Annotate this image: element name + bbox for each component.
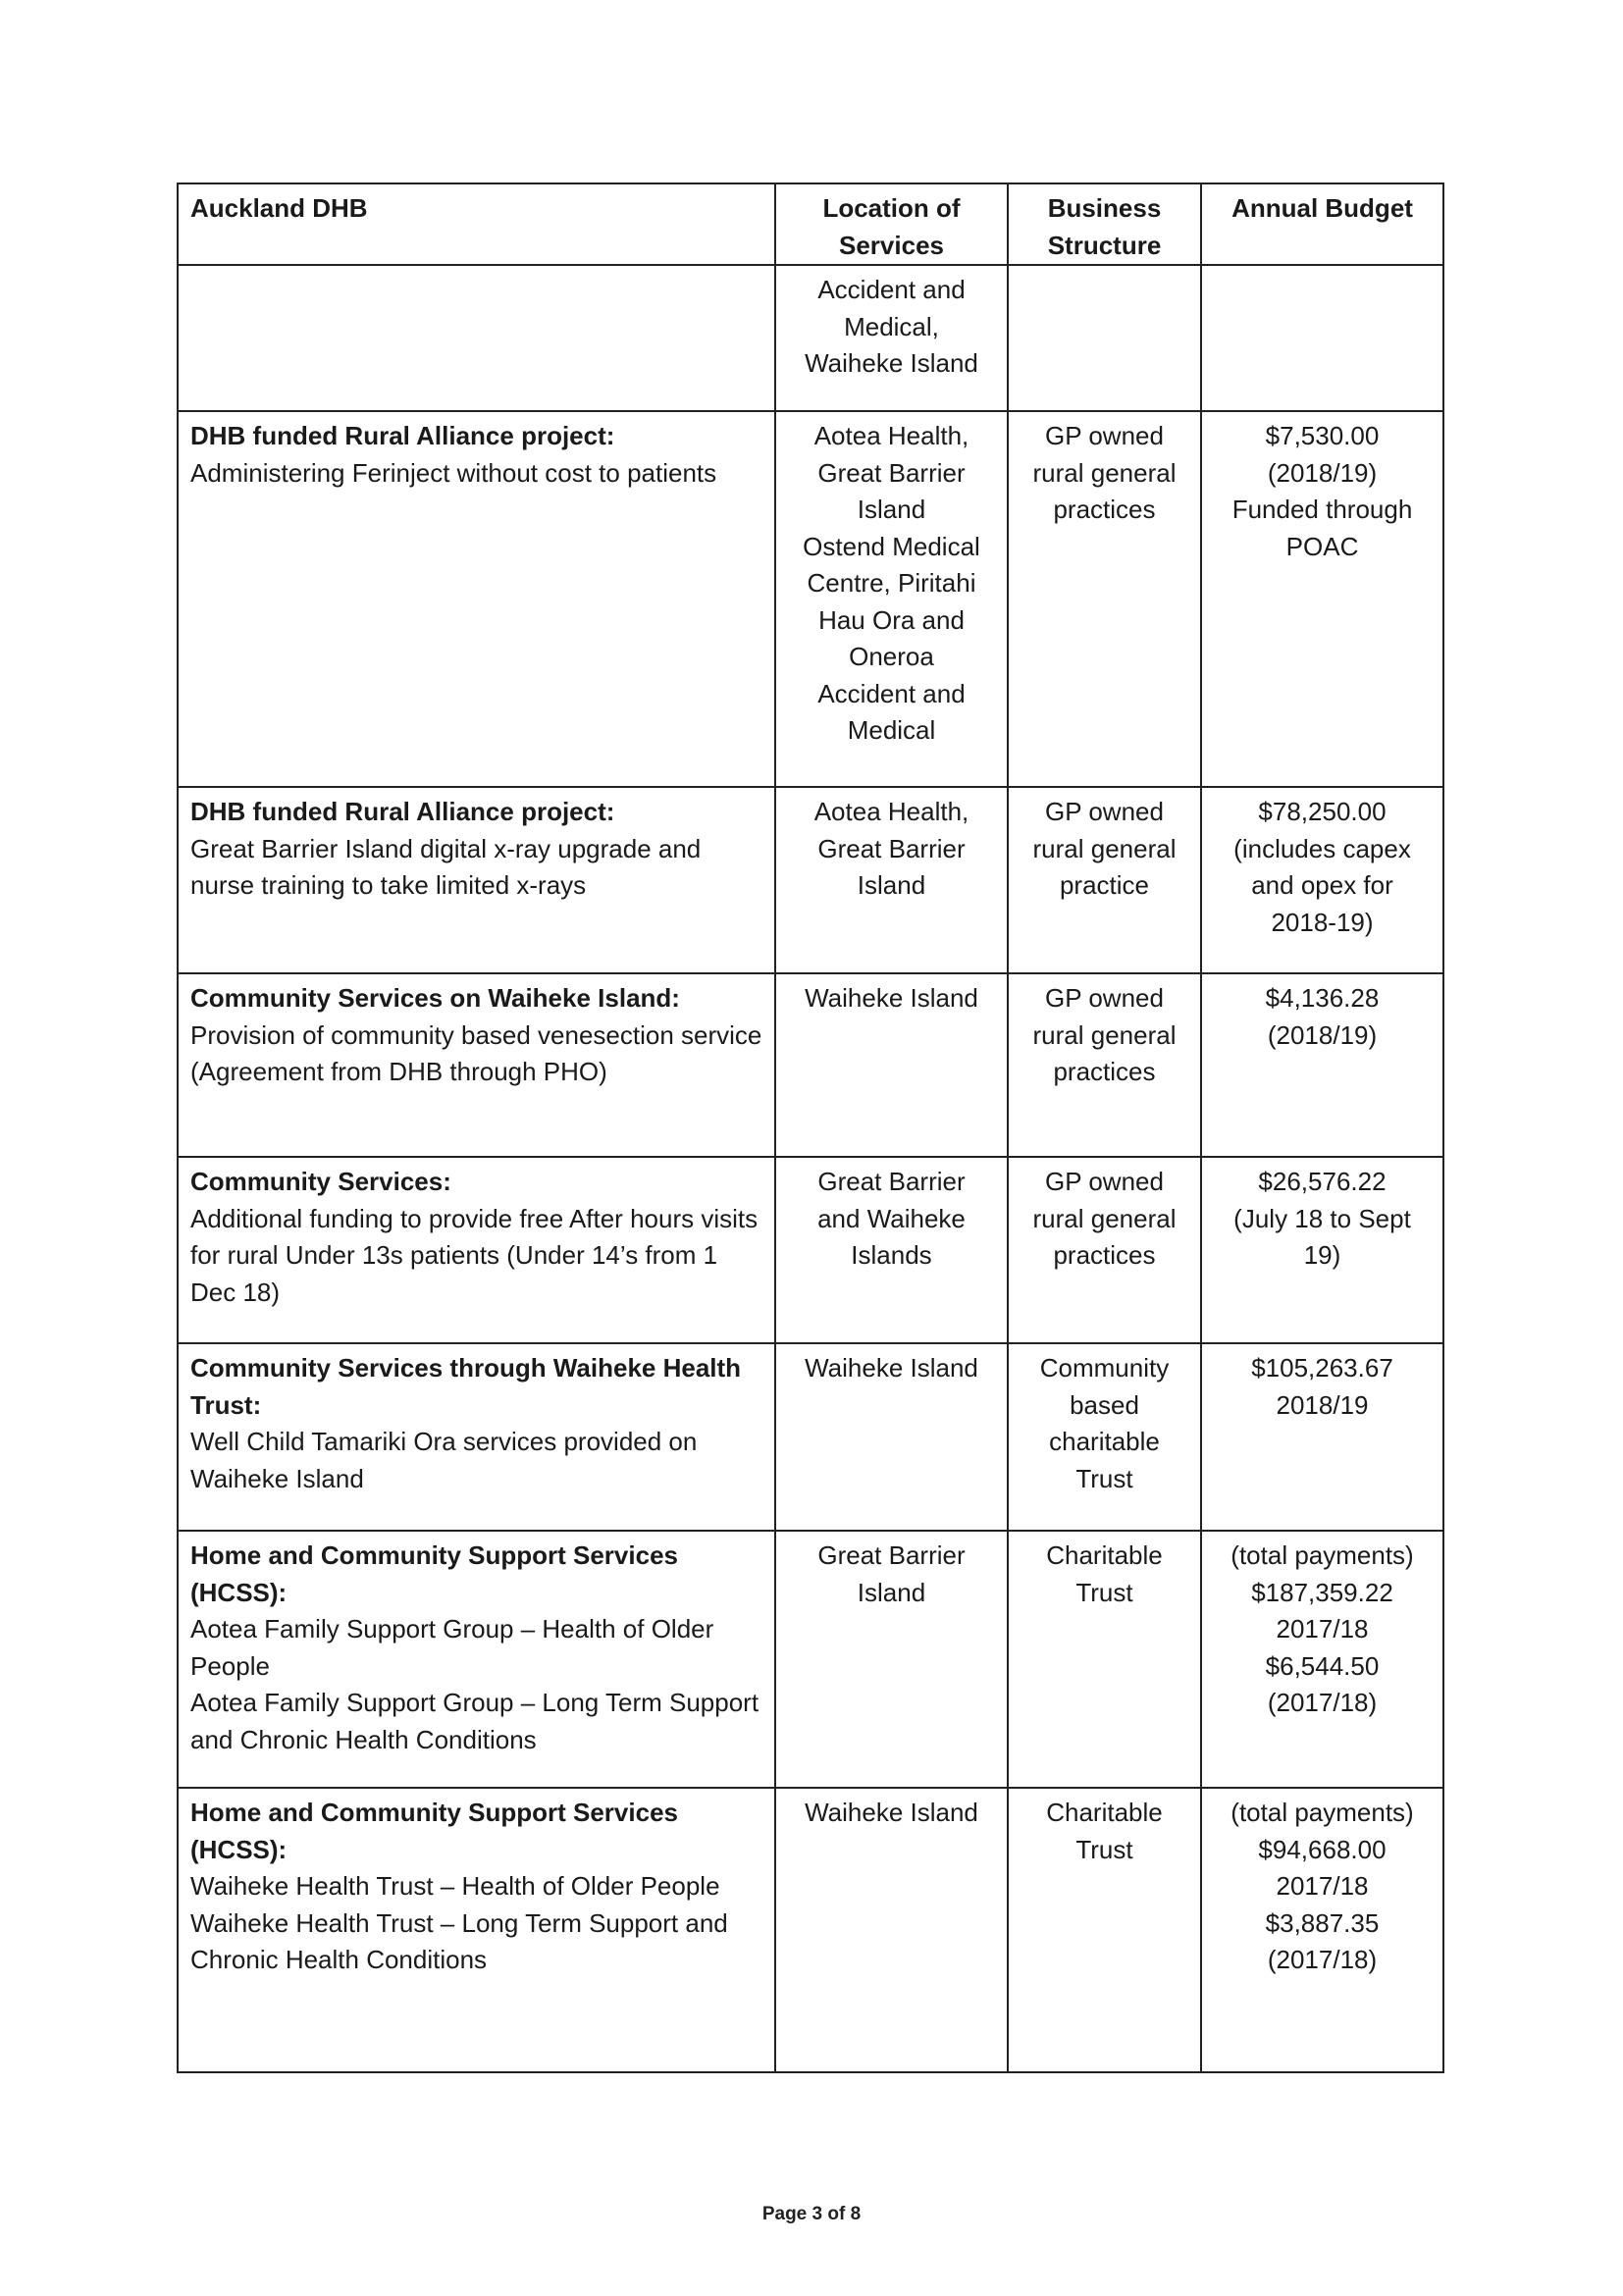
location-cell — [775, 265, 1008, 411]
service-title: Community Services on Waiheke Island: — [190, 983, 680, 1013]
structure-cell — [1008, 973, 1201, 1157]
location-cell — [775, 1157, 1008, 1343]
location-line: Accident and — [817, 275, 966, 304]
budget-line: 2017/18 — [1276, 1871, 1369, 1901]
structure-line: GP owned — [1045, 797, 1164, 826]
location-cell — [775, 1788, 1008, 2072]
description-cell — [178, 973, 775, 1157]
location-line: Island — [857, 495, 926, 524]
service-title: DHB funded Rural Alliance project: — [190, 797, 615, 826]
budget-line: 2018-19) — [1271, 907, 1374, 937]
table-row — [178, 1343, 1443, 1531]
budget-line: $94,668.00 — [1258, 1834, 1387, 1864]
budget-line: $78,250.00 — [1258, 797, 1387, 826]
structure-line: practices — [1053, 1057, 1156, 1086]
location-cell — [775, 1531, 1008, 1788]
location-line: Waiheke Island — [805, 983, 978, 1013]
structure-line: practice — [1059, 870, 1150, 900]
structure-line: rural general — [1032, 457, 1177, 488]
description-cell — [178, 787, 775, 973]
service-title: Community Services through Waiheke Health Trust: — [190, 1353, 742, 1420]
location-line: Waiheke Island — [805, 348, 978, 378]
location-line: Waiheke Island — [805, 1798, 978, 1827]
location-line: Waiheke Island — [805, 1353, 978, 1383]
page-number: Page 3 of 8 — [761, 2204, 862, 2224]
budget-line: and opex for — [1251, 870, 1393, 900]
structure-cell — [1008, 1531, 1201, 1788]
location-line: Island — [857, 870, 926, 900]
location-line: Hau Ora and — [818, 604, 965, 635]
description-cell — [178, 1788, 775, 2072]
budget-line: $6,544.50 — [1265, 1650, 1380, 1681]
budget-line: (July 18 to Sept — [1233, 1203, 1411, 1233]
table-row — [178, 1531, 1443, 1788]
budget-cell — [1201, 973, 1443, 1157]
budget-line: (2017/18) — [1267, 1945, 1378, 1974]
budget-line: $187,359.22 — [1251, 1577, 1393, 1607]
budget-line: (2018/19) — [1267, 457, 1378, 488]
structure-line: Charitable — [1046, 1540, 1163, 1570]
budget-line: $3,887.35 — [1265, 1907, 1380, 1938]
structure-line: Trust — [1075, 1834, 1133, 1864]
location-cell — [775, 1343, 1008, 1531]
budget-cell — [1201, 265, 1443, 411]
service-description: Aotea Family Support Group – Long Term Support and Chronic Health Conditions — [190, 1688, 759, 1754]
location-line: Aotea Health, — [813, 797, 969, 826]
header-budget: Annual Budget — [1201, 183, 1443, 265]
table-row — [178, 411, 1443, 787]
budget-cell — [1201, 1531, 1443, 1788]
budget-line: $4,136.28 — [1265, 983, 1380, 1013]
table-row — [178, 1157, 1443, 1343]
structure-line: GP owned — [1045, 983, 1164, 1013]
service-description: Well Child Tamariki Ora services provided on Waiheke Island — [190, 1427, 698, 1493]
header-structure: Business Structure — [1008, 183, 1201, 265]
service-description: Waiheke Health Trust – Long Term Support and Chronic Health Conditions — [190, 1907, 728, 1974]
structure-cell — [1008, 265, 1201, 411]
structure-line: practices — [1053, 1240, 1156, 1270]
structure-line: rural general — [1032, 1203, 1177, 1233]
budget-line: Funded through — [1231, 495, 1413, 524]
location-line: Medical — [847, 715, 936, 745]
header-auckland-dhb: Auckland DHB — [178, 183, 775, 265]
budget-line: 2017/18 — [1276, 1614, 1369, 1644]
budget-cell — [1201, 787, 1443, 973]
structure-line: practices — [1053, 495, 1156, 524]
location-cell — [775, 787, 1008, 973]
structure-line: Trust — [1075, 1577, 1133, 1607]
structure-cell — [1008, 1343, 1201, 1531]
structure-cell — [1008, 1788, 1201, 2072]
location-line: Centre, Piritahi — [807, 568, 976, 598]
service-description: Waiheke Health Trust – Health of Older People — [190, 1871, 720, 1901]
budget-cell — [1201, 1157, 1443, 1343]
service-title: Community Services: — [190, 1167, 451, 1196]
service-description: Provision of community based venesection service — [190, 1019, 762, 1050]
service-description: Additional funding to provide free After hours visits for rural Under 13s patients (Under 14’s from 1 Dec 18) — [190, 1203, 759, 1307]
location-line: Medical, — [844, 311, 939, 341]
service-description: Administering Ferinject without cost to patients — [190, 457, 717, 488]
structure-line: Charitable — [1046, 1798, 1163, 1827]
structure-line: charitable — [1049, 1427, 1160, 1456]
description-cell — [178, 265, 775, 411]
location-line: Oneroa — [849, 642, 934, 671]
table-row — [178, 265, 1443, 411]
structure-cell — [1008, 787, 1201, 973]
service-description: Great Barrier Island digital x-ray upgrade and nurse training to take limited x-rays — [190, 833, 702, 900]
budget-line: (2018/19) — [1267, 1019, 1378, 1050]
table-row — [178, 1788, 1443, 2072]
location-line: Ostend Medical — [803, 531, 980, 561]
description-cell — [178, 1343, 775, 1531]
budget-line: (2017/18) — [1267, 1688, 1378, 1717]
budget-line: 19) — [1303, 1240, 1341, 1270]
location-line: Accident and — [817, 678, 966, 708]
location-cell — [775, 973, 1008, 1157]
structure-cell — [1008, 1157, 1201, 1343]
budget-line: (total payments) — [1230, 1540, 1414, 1570]
structure-cell — [1008, 411, 1201, 787]
structure-line: Trust — [1075, 1463, 1133, 1493]
budget-line: (includes capex — [1233, 833, 1411, 863]
description-cell — [178, 1531, 775, 1788]
service-title: Home and Community Support Services (HCSS): — [190, 1540, 678, 1607]
service-title: Home and Community Support Services (HCSS): — [190, 1798, 678, 1864]
funding-table — [177, 183, 1444, 2073]
location-line: Great Barrier — [817, 1167, 966, 1196]
budget-line: POAC — [1285, 531, 1359, 561]
service-description: (Agreement from DHB through PHO) — [190, 1057, 607, 1086]
budget-line: $7,530.00 — [1265, 421, 1380, 450]
structure-line: Community — [1039, 1353, 1170, 1383]
budget-line: (total payments) — [1230, 1798, 1414, 1827]
table-row — [178, 787, 1443, 973]
location-line: Great Barrier — [817, 1540, 966, 1570]
description-cell — [178, 411, 775, 787]
location-line: Aotea Health, — [813, 421, 969, 450]
budget-line: $26,576.22 — [1258, 1167, 1387, 1196]
header-location: Location of Services — [775, 183, 1008, 265]
budget-line: $105,263.67 — [1251, 1353, 1393, 1383]
location-cell — [775, 411, 1008, 787]
structure-line: GP owned — [1045, 1167, 1164, 1196]
service-title: DHB funded Rural Alliance project: — [190, 421, 615, 450]
budget-cell — [1201, 1343, 1443, 1531]
location-line: Islands — [851, 1240, 932, 1270]
structure-line: GP owned — [1045, 421, 1164, 450]
table-header-row — [178, 183, 1443, 265]
budget-cell — [1201, 411, 1443, 787]
structure-line: rural general — [1032, 833, 1177, 863]
location-line: Great Barrier — [817, 457, 966, 488]
location-line: and Waiheke — [817, 1203, 966, 1233]
location-line: Great Barrier — [817, 833, 966, 863]
service-description: Aotea Family Support Group – Health of Older People — [190, 1614, 714, 1681]
structure-line: rural general — [1032, 1019, 1177, 1050]
table-row — [178, 973, 1443, 1157]
budget-line: 2018/19 — [1276, 1389, 1369, 1420]
description-cell — [178, 1157, 775, 1343]
structure-line: based — [1070, 1389, 1139, 1420]
location-line: Island — [857, 1577, 926, 1607]
budget-cell — [1201, 1788, 1443, 2072]
